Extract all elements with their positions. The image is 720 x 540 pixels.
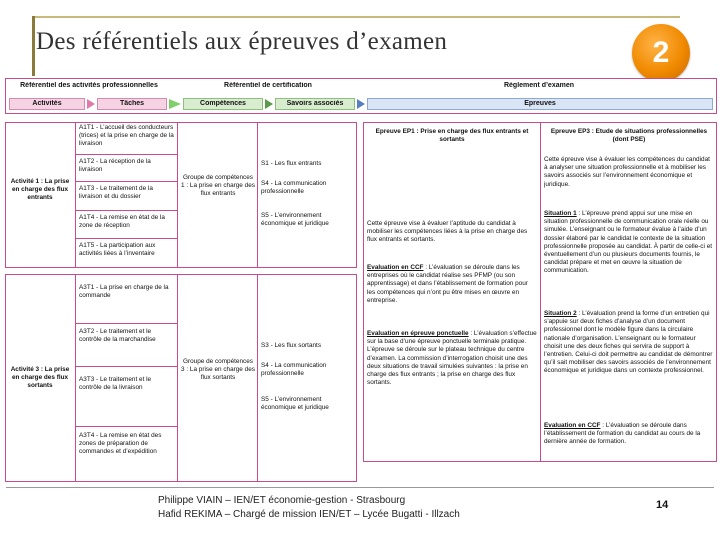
block1-activity: Activité 1 : La prise en charge des flux entrants xyxy=(10,178,70,202)
ep3-situation1 xyxy=(544,210,714,276)
ep3-ccf-text: : L’évaluation se déroule dans l’établissement de formation du candidat au cours de la dernière année de formation. xyxy=(544,422,701,446)
ep1-ccf-title: Evaluation en CCF xyxy=(367,264,424,271)
ep3-intro: Cette épreuve vise à évaluer les compétences du candidat à analyser une situation professionnelle et à mobiliser les savoirs associés sur l’environnement économique et juridique. xyxy=(544,156,710,188)
block2-divider-1 xyxy=(75,274,76,482)
page-number: 14 xyxy=(656,499,669,511)
footer-rule xyxy=(6,487,714,488)
ep3-ccf-title: Evaluation en CCF xyxy=(544,422,601,429)
ep1-intro: Cette épreuve vise à évaluer l’aptitude du candidat à mobiliser les compétences liées à la prise en charge des flux entrants et sortants. xyxy=(367,220,528,244)
frame-top-rule xyxy=(34,16,680,18)
header-reglement: Règlement d’examen xyxy=(503,82,575,89)
block1-savoir: S4 - La communication professionnelle xyxy=(261,180,327,196)
block2-activity: Activité 3 : La prise en charge des flux sortants xyxy=(10,366,70,390)
footer-line-1: Philippe VIAIN – IEN/ET économie-gestion - Strasbourg xyxy=(158,495,406,506)
arrow-savoirs-epreuves xyxy=(357,99,365,109)
block1-task: A1T1 - L’accueil des conducteurs (trices) et la prise en charge de la livraison xyxy=(79,124,174,148)
slide-title: Des référentiels aux épreuves d’examen xyxy=(36,28,448,55)
footer-line-2: Hafid REKIMA – Chargé de mission IEN/ET – Lycée Bugatti - Illzach xyxy=(158,508,460,520)
header-ref-activites: Référentiel des activités professionnelles xyxy=(20,82,158,89)
block1-task-sep xyxy=(76,181,177,182)
block1-task: A1T5 - La participation aux activités liées à l’inventaire xyxy=(79,242,156,258)
block1-task-sep xyxy=(76,210,177,211)
ep3-situation2 xyxy=(544,310,714,376)
block2-task-sep xyxy=(76,366,177,367)
block1-divider-1 xyxy=(75,122,76,268)
block2-competence-group: Groupe de compétences 3 : La prise en charge des flux sortants xyxy=(181,358,255,382)
ep3-situation1-text: : L’épreuve prend appui sur une mise en situation professionnelle de communication orale réelle ou simulée. L’enseignant ou le formateur évalue à l’aide d’un dossier élaboré par le candidat le contexte de la situation professionnelle proposée au candidat. À partir de celle-ci et éventuellement d’un ou plusieurs documents fournis, le candidat prépare et met en œuvre la situation de communication. xyxy=(544,210,713,275)
block1-task: A1T3 - Le traitement de la livraison et du dossier xyxy=(79,185,153,201)
ep3-situation1-title: Situation 1 xyxy=(544,210,577,217)
header-epreuves: Epreuves xyxy=(524,100,556,107)
ep1-ponctuelle xyxy=(367,330,537,387)
ep1-ponctuelle-title: Evaluation en épreuve ponctuelle xyxy=(367,330,469,337)
block1-task-sep xyxy=(76,238,177,239)
ep1-ccf-text: : L’évaluation se déroule dans les entreprises où le candidat réalise ses PFMP (ou son apprentissage) et dans l’établissement de formation pour les compétences qui n’ont pu être mises en œuvre en entreprise. xyxy=(367,264,528,304)
block1-savoir: S1 - Les flux entrants xyxy=(261,160,322,167)
block2-task: A3T1 - La prise en charge de la commande xyxy=(79,284,169,300)
arrow-activites-taches xyxy=(87,99,95,109)
referentiel-table xyxy=(5,78,717,486)
ep1-ponctuelle-text: : L’évaluation s’effectue sur la base d’une épreuve ponctuelle terminale pratique. L’épreuve se déroule sur le plateau technique du centre d’examen. La commission d’interrogation choisit une des deux situations de travail simulées suivantes : la prise en charge des flux entrants ; la prise en charge des flux sortants. xyxy=(367,330,537,387)
header-ref-certification: Référentiel de certification xyxy=(224,82,312,89)
header-competences: Compétences xyxy=(200,100,246,107)
ep3-ccf xyxy=(544,422,714,447)
block1-competence-group: Groupe de compétences 1 : La prise en charge des flux entrants xyxy=(181,174,255,198)
arrow-competences-savoirs xyxy=(265,99,273,109)
ep1-ccf xyxy=(367,264,537,305)
block1-task: A1T2 - La réception de la livraison xyxy=(79,158,151,174)
block2-task: A3T4 - La remise en état des zones de préparation de commandes et d’expédition xyxy=(79,432,162,456)
footer-credits xyxy=(158,494,460,521)
ep1-title: Epreuve EP1 : Prise en charge des flux entrants et sortants xyxy=(375,128,529,144)
block1-divider-2 xyxy=(177,122,178,268)
ep3-title: Epreuve EP3 : Etude de situations professionnelles (dont PSE) xyxy=(550,128,708,144)
block2-savoir: S5 - L’environnement économique et juridique xyxy=(261,396,329,412)
arrow-taches-competences xyxy=(169,99,181,109)
block1-task: A1T4 - La remise en état de la zone de réception xyxy=(79,214,165,230)
block2-task-sep xyxy=(76,426,177,427)
block1-divider-3 xyxy=(257,122,258,268)
header-taches: Tâches xyxy=(119,100,145,107)
epreuves-divider xyxy=(540,122,541,462)
block2-savoir: S4 - La communication professionnelle xyxy=(261,362,327,378)
block2-savoir: S3 - Les flux sortants xyxy=(261,342,322,349)
block1-task-sep xyxy=(76,154,177,155)
block1-savoir: S5 - L’environnement économique et juridique xyxy=(261,212,329,228)
block2-task-sep xyxy=(76,323,177,324)
block2-divider-3 xyxy=(257,274,258,482)
frame-left-rule xyxy=(32,16,35,76)
header-savoirs: Savoirs associés xyxy=(286,100,344,107)
ep3-situation2-title: Situation 2 xyxy=(544,310,577,317)
block2-task: A3T3 - Le traitement et le contrôle de la livraison xyxy=(79,376,152,392)
block2-divider-2 xyxy=(177,274,178,482)
slide-badge: 2 xyxy=(632,24,690,82)
ep3-situation2-text: : L’évaluation prend la forme d’un entretien qui s’appuie sur deux fiches d’analyse d’un document professionnel dont le modèle figure dans la circulaire nationale d’organisation. L’enseignant ou le formateur choisit une des deux fiches qui servira de support à l’entretien. Celui-ci doit permettre au candidat de démontrer qu’il sait mobiliser des savoirs associés de l’environnement économique et juridique dans un contexte professionnel. xyxy=(544,310,713,375)
block2-task: A3T2 - Le traitement et le contrôle de la marchandise xyxy=(79,328,156,344)
header-activites: Activités xyxy=(32,100,62,107)
